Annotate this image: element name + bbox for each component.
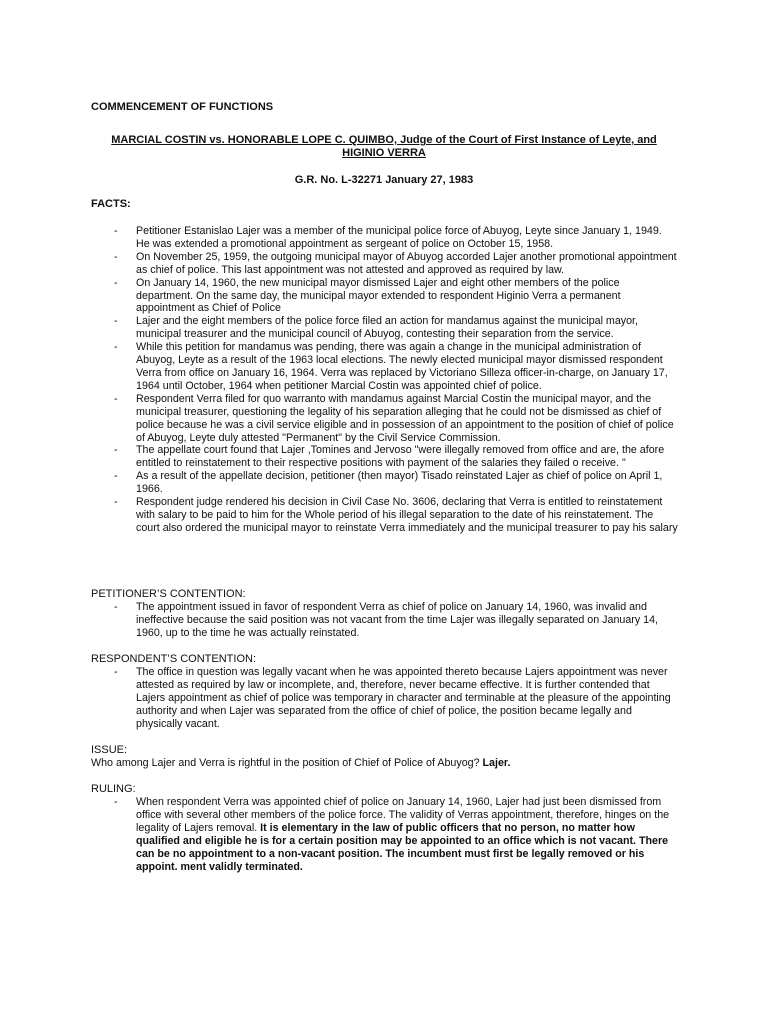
- ruling-heading: RULING:: [91, 783, 136, 795]
- facts-heading: FACTS:: [91, 198, 131, 210]
- list-item: - The appellate court found that Lajer ,Tomines and Jervoso "were illegally removed from office and are, the afore entitled to reinstatement to their respective positions with payment of the salaries they failed o receive. ": [110, 444, 678, 470]
- issue-question: Who among Lajer and Verra is rightful in the position of Chief of Police of Abuyog?: [91, 757, 480, 769]
- list-item: - On January 14, 1960, the new municipal mayor dismissed Lajer and eight other members of the police department. On the same day, the municipal mayor extended to respondent Higinio Verra a permanent appointment as Chief of Police: [110, 277, 678, 316]
- list-item: - As a result of the appellate decision, petitioner (then mayor) Tisado reinstated Lajer as chief of police on April 1, 1966.: [110, 470, 678, 496]
- list-item: - Respondent judge rendered his decision in Civil Case No. 3606, declaring that Verra is entitled to reinstatement with salary to be paid to him for the Whole period of his illegal separation to the date of his reinstatement. The court also ordered the municipal mayor to reinstate Verra immediately and the municipal treasurer to pay his salary: [110, 496, 678, 535]
- issue-heading: ISSUE:: [91, 744, 128, 756]
- issue-answer: Lajer.: [482, 757, 511, 769]
- list-item: - Respondent Verra filed for quo warranto with mandamus against Marcial Costin the municipal mayor, and the municipal treasurer, questioning the legality of his separation alleging that he could not be dismissed as chief of police because he was a civil service eligible and in possession of an appointment to the position of chief of police of Abuyog, Leyte duly attested "Permanent" by the Civil Service Commission.: [110, 393, 678, 445]
- case-title: MARCIAL COSTIN vs. HONORABLE LOPE C. QUIMBO, Judge of the Court of First Instance of Leyte, and HIGINIO VERRA: [111, 134, 657, 159]
- document-header: COMMENCEMENT OF FUNCTIONS: [91, 101, 274, 113]
- ruling-emphasis: It is elementary in the law of public officers that no person, no matter how qualified and eligible he is for a certain position may be appointed to an office which is not vacant. There can be no appointment to a non-vacant position. The incumbent must first be legally removed or his appoint. ment validly terminated.: [136, 821, 669, 873]
- list-item: - Lajer and the eight members of the police force filed an action for mandamus against the municipal mayor, municipal treasurer and the municipal council of Abuyog, contesting their separation from the service.: [110, 315, 678, 341]
- gr-number: G.R. No. L-32271 January 27, 1983: [294, 174, 474, 186]
- list-item: [110, 796, 678, 873]
- list-item: - On November 25, 1959, the outgoing municipal mayor of Abuyog accorded Lajer another promotional appointment as chief of police. This last appointment was not attested and approved as required by law.: [110, 251, 678, 277]
- list-item: - The office in question was legally vacant when he was appointed thereto because Lajers appointment was never attested as required by law or incomplete, and, therefore, never became effective. It is further contended that Lajers appointment as chief of police was temporary in character and terminable at the pleasure of the appointing authority and when Lajer was separated from the office of chief of police, the position became legally and physically vacant.: [110, 666, 678, 731]
- list-item: - While this petition for mandamus was pending, there was again a change in the municipal administration of Abuyog, Leyte as a result of the 1963 local elections. The newly elected municipal mayor dismissed respondent Verra from office on January 16, 1964. Verra was replaced by Victoriano Silleza officer-in-charge, on January 17, 1964 until October, 1964 when petitioner Marcial Costin was appointed chief of police.: [110, 341, 678, 393]
- petitioner-list: [110, 601, 678, 640]
- list-item: - The appointment issued in favor of respondent Verra as chief of police on January 14, 1960, was invalid and ineffective because the said position was not vacant from the time Lajer was illegally separated on January 14, 1960, up to the time he was actually reinstated.: [110, 601, 678, 640]
- respondent-list: [110, 666, 678, 731]
- ruling-text: When respondent Verra was appointed chief of police on January 14, 1960, Lajer had just been dismissed from office with several other members of the police force. The validity of Verras appointment, therefore, hinges on the legality of Lajers removal.: [136, 796, 670, 834]
- ruling-list: [110, 796, 678, 873]
- list-item: - Petitioner Estanislao Lajer was a member of the municipal police force of Abuyog, Leyte since January 1, 1949. He was extended a promotional appointment as sergeant of police on October 15, 1958.: [110, 225, 678, 251]
- petitioner-heading: PETITIONER’S CONTENTION:: [91, 588, 246, 600]
- facts-list: [110, 225, 678, 535]
- issue-text: [91, 757, 691, 770]
- respondent-heading: RESPONDENT’S CONTENTION:: [91, 653, 257, 665]
